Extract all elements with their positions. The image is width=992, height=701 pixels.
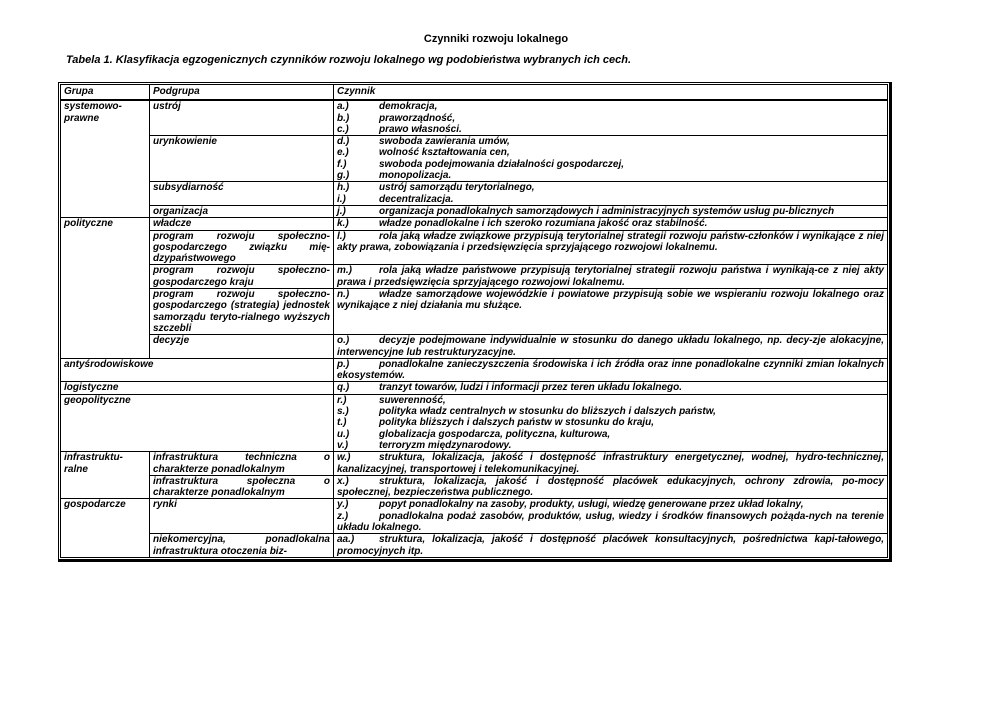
factor-cell: h.) ustrój samorządu terytorialnego, i.) decentralizacja. [334,182,888,206]
table-row [61,136,888,182]
table-row [61,265,888,289]
subgroup-cell: niekomercyjna, ponadlokalna infrastruktura otoczenia biz- [150,534,334,558]
factor-cell: p.) ponadlokalne zanieczyszczenia środowiska i ich źródła oraz inne ponadlokalne czynniki zmian lokalnych ekosystemów. [334,358,888,382]
group-cell: geopolityczne [61,394,334,451]
table-row [61,499,888,534]
subgroup-cell: program rozwoju społeczno-gospodarczego kraju [150,265,334,289]
subgroup-cell: decyzje [150,335,334,359]
group-cell: gospodarcze [61,499,150,557]
table-row [61,205,888,217]
group-cell: systemowo-prawne [61,100,150,217]
table-row [61,335,888,359]
table-row [61,534,888,558]
factor-cell: y.) popyt ponadlokalny na zasoby, produkty, usługi, wiedzę generowane przez układ lokalny, z.) ponadlokalna podaż zasobów, produktów, usług, wiedzy i środków finansowych pożąda-nych na terenie układu lokalnego. [334,499,888,534]
page-title: Czynniki rozwoju lokalnego [423,33,569,45]
factor-cell: q.) tranzyt towarów, ludzi i informacji przez teren układu lokalnego. [334,382,888,394]
subgroup-cell: władcze [150,218,334,230]
table-row [61,100,888,135]
factor-cell: r.) suwerenność, s.) polityka władz centralnych w stosunku do bliższych i dalszych państw, t.) polityka bliższych i dalszych państw w stosunku do kraju, u.) globalizacja gospodarcza, polityczna, kulturowa, v.) terroryzm międzynarodowy. [334,394,888,451]
factor-cell: x.) struktura, lokalizacja, jakość i dostępność placówek edukacyjnych, ochrony zdrowia, po-mocy społecznej, bezpieczeństwa publicznego. [334,475,888,499]
factor-cell: j.) organizacja ponadlokalnych samorządowych i administracyjnych systemów usług pu-blicznych [334,205,888,217]
table-row [61,182,888,206]
factor-cell: n.) władze samorządowe wojewódzkie i powiatowe przypisują sobie we wspieraniu rozwoju lokalnego oraz wynikające z niej działania mu służące. [334,289,888,335]
factor-cell: w.) struktura, lokalizacja, jakość i dostępność infrastruktury energetycznej, wodnej, hydro-technicznej, kanalizacyjnej, transportowej i telekomunikacyjnej. [334,452,888,476]
factor-cell: d.) swoboda zawierania umów, e.) wolność kształtowania cen, f.) swoboda podejmowania działalności gospodarczej, g.) monopolizacja. [334,136,888,182]
table-caption: Tabela 1. Klasyfikacja egzogenicznych czynników rozwoju lokalnego wg podobieństwa wybranych ich cech. [66,54,632,66]
table-row [61,289,888,335]
group-cell: infrastruktu-ralne [61,452,150,499]
classification-table-frame [58,82,892,562]
subgroup-cell: infrastruktura techniczna o charakterze ponadlokalnym [150,452,334,476]
group-cell: logistyczne [61,382,334,394]
subgroup-cell: infrastruktura społeczna o charakterze ponadlokalnym [150,475,334,499]
classification-table [60,84,888,558]
subgroup-cell: ustrój [150,100,334,135]
subgroup-cell: rynki [150,499,334,534]
header-group: Grupa [61,85,150,101]
table-row [61,452,888,476]
subgroup-cell: organizacja [150,205,334,217]
header-subgroup: Podgrupa [150,85,334,101]
group-cell: antyśrodowiskowe [61,358,334,382]
factor-cell: a.) demokracja, b.) praworządność, c.) prawo własności. [334,100,888,135]
table-row [61,218,888,230]
subgroup-cell: urynkowienie [150,136,334,182]
table-row [61,230,888,265]
factor-cell: l.) rola jaką władze związkowe przypisują terytorialnej strategii rozwoju państw-członków i wynikające z niej akty prawa, zobowiązania i przedsięwzięcia sprzyjającego rozwojowi lokalnemu. [334,230,888,265]
factor-cell: m.) rola jaką władze państwowe przypisują terytorialnej strategii rozwoju państwa i wynikają-ce z niej akty prawa i przedsięwzięcia sprzyjającego rozwojowi lokalnemu. [334,265,888,289]
table-row [61,358,888,382]
factor-cell: o.) decyzje podejmowane indywidualnie w stosunku do danego układu lokalnego, np. decy-zje alokacyjne, interwencyjne lub restrukturyzacyjne. [334,335,888,359]
table-row [61,475,888,499]
table-row [61,394,888,451]
subgroup-cell: program rozwoju społeczno-gospodarczego (strategia) jednostek samorządu teryto-rialnego wyższych szczebli [150,289,334,335]
subgroup-cell: subsydiarność [150,182,334,206]
table-row [61,382,888,394]
subgroup-cell: program rozwoju społeczno-gospodarczego związku mię-dzypaństwowego [150,230,334,265]
group-cell: polityczne [61,218,150,359]
table-header-row [61,85,888,101]
factor-cell: k.) władze ponadlokalne i ich szeroko rozumiana jakość oraz stabilność. [334,218,888,230]
factor-cell: aa.) struktura, lokalizacja, jakość i dostępność placówek konsultacyjnych, pośrednictwa kapi-tałowego, promocyjnych itp. [334,534,888,558]
header-factor: Czynnik [334,85,888,101]
